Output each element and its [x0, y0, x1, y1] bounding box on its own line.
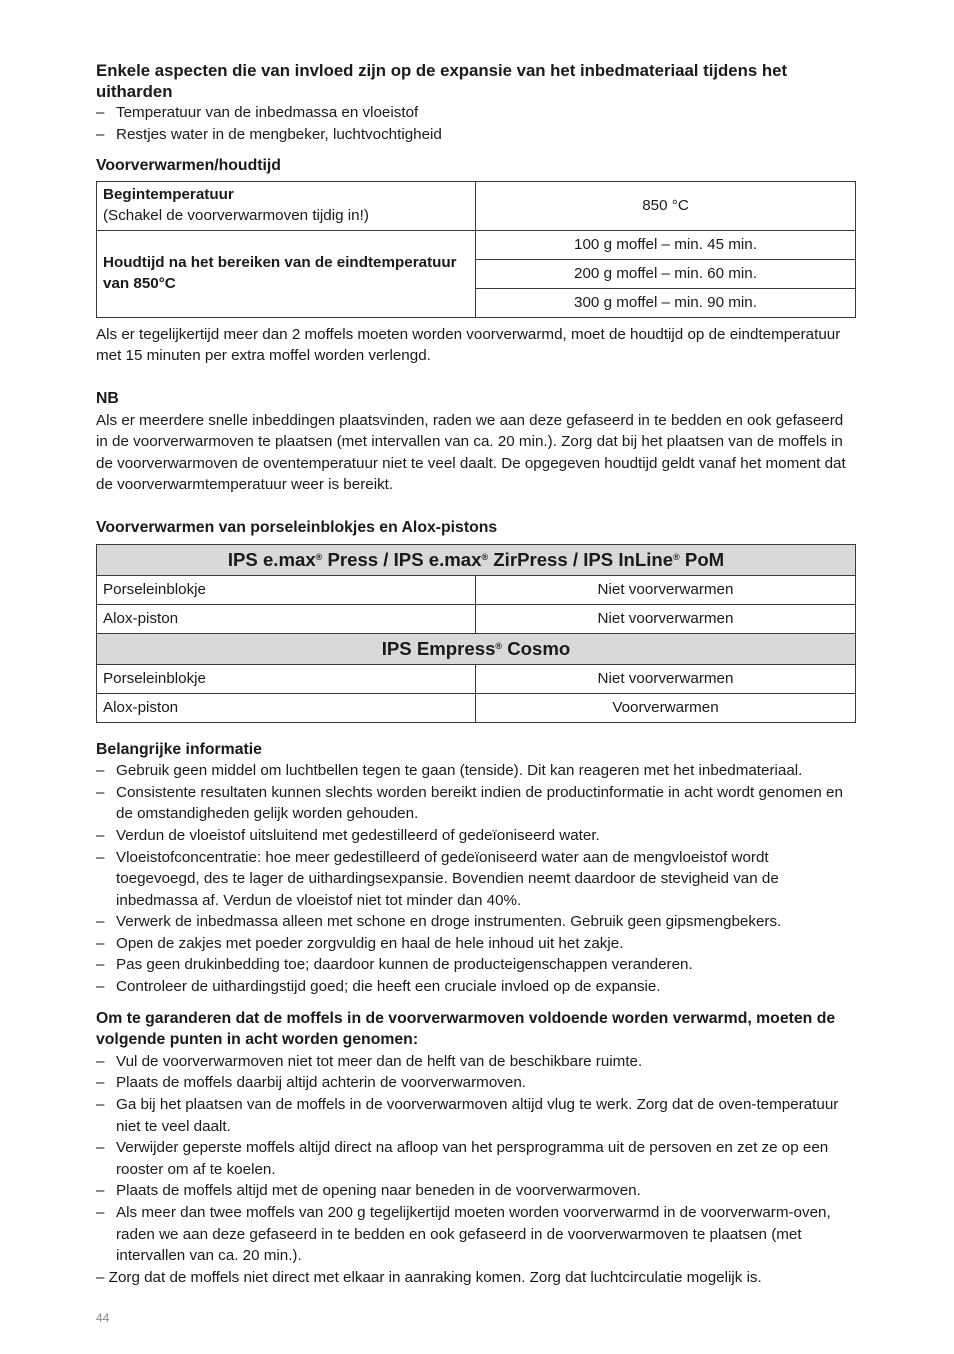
section4-heading: Belangrijke informatie	[96, 740, 262, 758]
list-item: – Plaats de moffels altijd met de opening naar beneden in de voorverwarmoven.	[96, 1180, 856, 1202]
hold-time-value: 200 g moffel – min. 60 min.	[476, 259, 856, 288]
row-label: Porseleinblokje	[97, 664, 476, 693]
start-temp-value: 850 °C	[476, 181, 856, 230]
list-item: – Vloeistofconcentratie: hoe meer gedestilleerd of gedeïoniseerd water aan de mengvloeistof wordt toegevoegd, des te lager de uithardingsexpansie. Bovendien neemt daardoor de stevigheid van de inbedmassa af. Verdun de vloeistof niet tot minder dan 40%.	[96, 847, 856, 912]
list-item: – Consistente resultaten kunnen slechts worden bereikt indien de productinformatie in acht wordt genomen en de omstandigheden gelijk worden gehouden.	[96, 782, 856, 825]
page-number: 44	[96, 1311, 110, 1325]
table-cell	[97, 181, 476, 230]
list-item: – Temperatuur van de inbedmassa en vloeistof	[96, 102, 856, 124]
list-item: – Vul de voorverwarmoven niet tot meer dan de helft van de beschikbare ruimte.	[96, 1051, 856, 1073]
table-row	[97, 693, 856, 722]
section2-heading: Voorverwarmen/houdtijd	[96, 157, 281, 175]
hold-time-value: 300 g moffel – min. 90 min.	[476, 288, 856, 317]
row-value: Niet voorverwarmen	[476, 575, 856, 604]
start-temp-label: Begintemperatuur	[103, 186, 234, 204]
row-label: Porseleinblokje	[97, 575, 476, 604]
table-row	[97, 575, 856, 604]
table-row	[97, 181, 856, 230]
section3-heading: Voorverwarmen van porseleinblokjes en Alox-pistons	[96, 518, 498, 536]
page-content	[96, 60, 856, 1288]
section1-heading: Enkele aspecten die van invloed zijn op de expansie van het inbedmateriaal tijdens het uitharden	[96, 61, 788, 101]
list-item: – Plaats de moffels daarbij altijd achterin de voorverwarmoven.	[96, 1072, 856, 1094]
list-item: – Verwerk de inbedmassa alleen met schone en droge instrumenten. Gebruik geen gipsmengbekers.	[96, 911, 856, 933]
table-group-header	[97, 544, 856, 575]
nb-text: Als er meerdere snelle inbeddingen plaatsvinden, raden we aan deze gefaseerd in te bedden en ook gefaseerd in de voorverwarmoven te plaatsen (met intervallen van ca. 20 min.). Zorg dat bij het plaatsen van de moffels in de voorverwarmoven de oventemperatuur niet te veel daalt. De opgegeven houdtijd geldt vanaf het moment dat de voorverwarmtemperatuur weer is bereikt.	[96, 411, 846, 494]
hold-time-value: 100 g moffel – min. 45 min.	[476, 230, 856, 259]
list-item: – Ga bij het plaatsen van de moffels in de voorverwarmoven altijd vlug te werk. Zorg dat de oven-temperatuur niet te veel daalt.	[96, 1094, 856, 1137]
row-value: Voorverwarmen	[476, 693, 856, 722]
list-item: – Zorg dat de moffels niet direct met elkaar in aanraking komen. Zorg dat luchtcirculatie mogelijk is.	[96, 1268, 762, 1286]
row-label: Alox-piston	[97, 604, 476, 633]
table-row	[97, 664, 856, 693]
group-title-emax: IPS e.max® Press / IPS e.max® ZirPress / IPS InLine® PoM	[97, 544, 856, 575]
row-value: Niet voorverwarmen	[476, 664, 856, 693]
section5-heading: Om te garanderen dat de moffels in de voorverwarmoven voldoende worden verwarmd, moeten de volgende punten in acht worden genomen:	[96, 1009, 836, 1049]
section2-note: Als er tegelijkertijd meer dan 2 moffels moeten worden voorverwarmd, moet de houdtijd op de eindtemperatuur met 15 minuten per extra moffel worden verlengd.	[96, 325, 841, 365]
list-item: – Gebruik geen middel om luchtbellen tegen te gaan (tenside). Dit kan reageren met het inbedmateriaal.	[96, 760, 856, 782]
list-item: – Open de zakjes met poeder zorgvuldig en haal de hele inhoud uit het zakje.	[96, 933, 856, 955]
hold-time-label: Houdtijd na het bereiken van de eindtemperatuur van 850°C	[97, 230, 476, 317]
list-item: – Verdun de vloeistof uitsluitend met gedestilleerd of gedeïoniseerd water.	[96, 825, 856, 847]
list-item: – Verwijder geperste moffels altijd direct na afloop van het persprogramma uit de persoven en zet ze op een rooster om af te koelen.	[96, 1137, 856, 1180]
preheat-table	[96, 181, 856, 318]
list-item: – Controleer de uithardingstijd goed; die heeft een cruciale invloed op de expansie.	[96, 976, 856, 998]
start-temp-note: (Schakel de voorverwarmoven tijdig in!)	[103, 206, 369, 224]
list-item: – Als meer dan twee moffels van 200 g tegelijkertijd moeten worden voorverwarmd in de voorverwarm-oven, raden we aan deze gefaseerd in te bedden en ook gefaseerd in de voorverwarmoven te plaatsen (met intervallen van ca. 20 min.).	[96, 1202, 856, 1267]
table-row	[97, 230, 856, 259]
row-label: Alox-piston	[97, 693, 476, 722]
list-item: – Restjes water in de mengbeker, luchtvochtigheid	[96, 124, 856, 146]
group-title-empress: IPS Empress® Cosmo	[97, 633, 856, 664]
table-group-header	[97, 633, 856, 664]
row-value: Niet voorverwarmen	[476, 604, 856, 633]
porcelain-table	[96, 544, 856, 723]
table-row	[97, 604, 856, 633]
list-item: – Pas geen drukinbedding toe; daardoor kunnen de producteigenschappen veranderen.	[96, 954, 856, 976]
nb-heading: NB	[96, 389, 119, 407]
